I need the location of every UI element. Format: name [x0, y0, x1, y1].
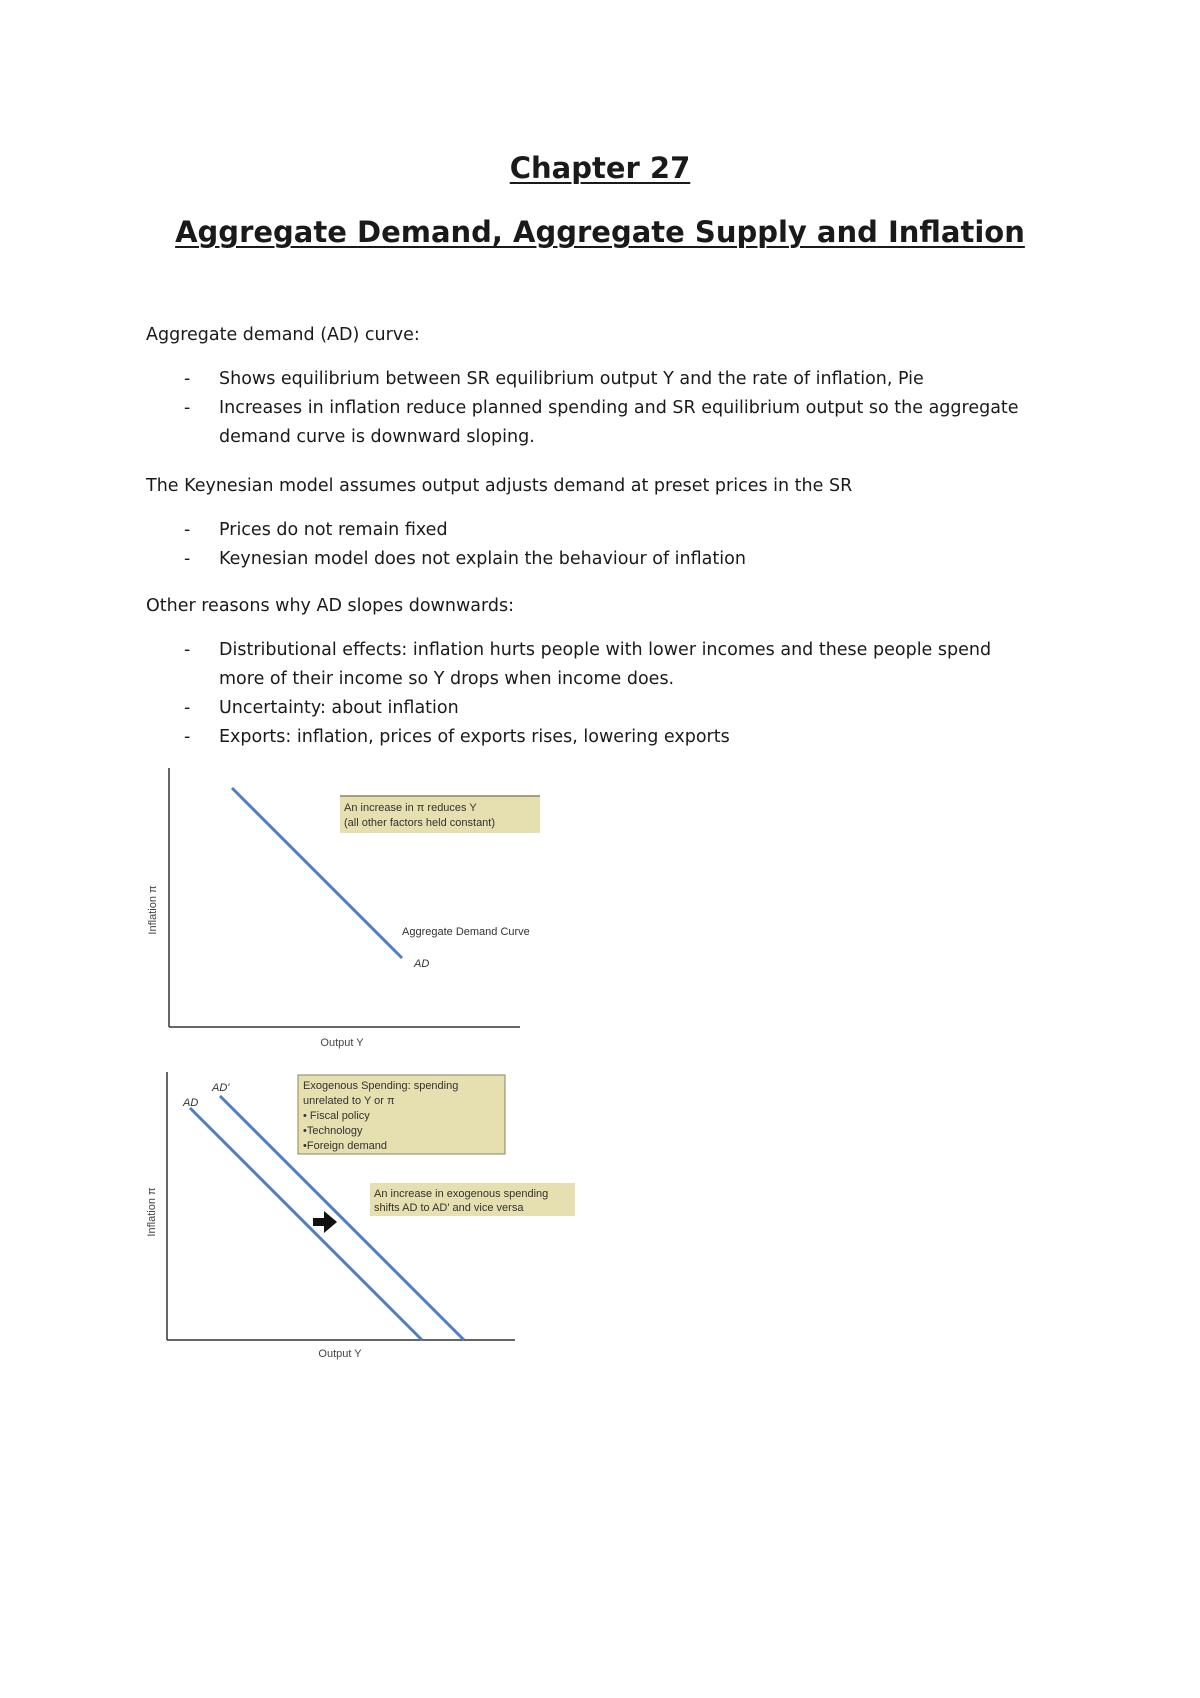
shift-callout-line2: shifts AD to AD' and vice versa — [374, 1202, 524, 1214]
keynes-intro: The Keynesian model assumes output adjusts demand at preset prices in the SR — [146, 476, 853, 496]
list-item — [146, 723, 991, 752]
list-item — [146, 694, 991, 723]
list-item — [146, 365, 1019, 394]
bullet-text: - Distributional effects: inflation hurts people with lower incomes and these people spend — [219, 640, 992, 660]
ad-prime-label: AD' — [212, 1082, 230, 1094]
list-item — [146, 394, 1019, 452]
chapter-title: Aggregate Demand, Aggregate Supply and Inflation — [175, 215, 1025, 249]
x-axis-label: Output Y — [318, 1348, 362, 1360]
box-line: • Fiscal policy — [303, 1110, 370, 1122]
box-line: Exogenous Spending: spending — [303, 1080, 459, 1092]
ad-bullet-list — [146, 365, 1019, 452]
right-arrow-icon — [313, 1211, 337, 1233]
box-line: unrelated to Y or π — [303, 1095, 395, 1107]
bullet-text: Shows equilibrium between SR equilibrium output Y and the rate of inflation, Pie — [219, 369, 924, 389]
box-line: •Technology — [303, 1125, 363, 1137]
reasons-bullet-list — [146, 636, 991, 752]
y-axis-label: Inflation π — [146, 1187, 158, 1237]
bullet-text-continued: more of their income so Y drops when income does. — [219, 669, 675, 689]
bullet-text: Prices do not remain fixed — [219, 520, 448, 540]
callout-text-line2: (all other factors held constant) — [344, 817, 496, 829]
y-axis-label: Inflation π — [147, 885, 159, 935]
reasons-intro: Other reasons why AD slopes downwards: — [146, 596, 514, 616]
ad-curve-figure — [130, 760, 570, 1050]
bullet-text: - Increases in inflation reduce planned spending and SR equilibrium output so the aggregate — [219, 398, 1019, 418]
list-item — [146, 545, 746, 574]
ad-label: AD — [183, 1097, 199, 1109]
curve-tag-label: AD — [414, 958, 430, 970]
chapter-heading: Chapter 27 — [509, 151, 691, 185]
bullet-text-continued: demand curve is downward sloping. — [219, 427, 535, 447]
x-axis-label: Output Y — [320, 1037, 364, 1049]
list-item — [146, 516, 746, 545]
box-line: •Foreign demand — [303, 1140, 387, 1152]
list-item — [146, 636, 991, 694]
curve-name-label: Aggregate Demand Curve — [402, 926, 530, 938]
bullet-text: Uncertainty: about inflation — [219, 698, 459, 718]
keynes-bullet-list — [146, 516, 746, 574]
bullet-text: Keynesian model does not explain the behaviour of inflation — [219, 549, 746, 569]
ad-intro: Aggregate demand (AD) curve: — [146, 325, 420, 345]
shift-callout-line1: An increase in exogenous spending — [374, 1188, 549, 1200]
ad-shift-figure — [130, 1060, 590, 1360]
callout-text-line1: An increase in π reduces Y — [344, 802, 477, 814]
bullet-text: Exports: inflation, prices of exports rises, lowering exports — [219, 727, 730, 747]
